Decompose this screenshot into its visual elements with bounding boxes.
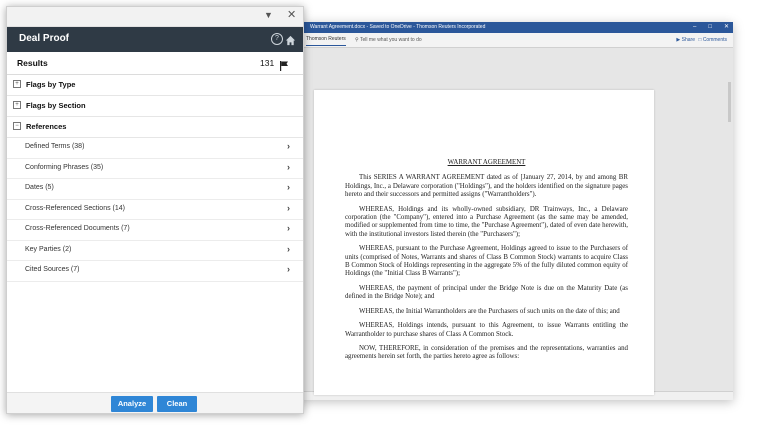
section-label: References xyxy=(26,122,67,131)
list-item-dates[interactable] xyxy=(7,179,303,200)
list-item-label: Cross-Referenced Documents (7) xyxy=(25,225,130,232)
section-flags-by-type[interactable] xyxy=(7,75,303,96)
list-item-key-parties[interactable] xyxy=(7,241,303,262)
collapse-icon[interactable]: − xyxy=(13,122,21,130)
section-references[interactable] xyxy=(7,117,303,138)
doc-paragraph: WHEREAS, the Initial Warrantholders are the Purchasers of such units on the date of this; and xyxy=(359,307,620,315)
close-icon[interactable]: ✕ xyxy=(723,24,729,30)
section-flags-by-section[interactable] xyxy=(7,96,303,117)
chevron-right-icon: › xyxy=(287,141,290,151)
list-item-label: Key Parties (2) xyxy=(25,245,72,253)
doc-paragraph: This SERIES A WARRANT AGREEMENT dated as of [January 27, 2014, by and among BR Holdings, Inc., a Delaware corporation ("Holdings"), and the holders identified on the signature pages hereto and their successors and permitted assigns ("Warrantholders"). xyxy=(345,174,628,199)
document-page xyxy=(314,90,654,395)
minimize-icon[interactable]: – xyxy=(693,24,697,30)
chevron-right-icon: › xyxy=(287,264,290,274)
results-label: Results xyxy=(17,58,48,68)
deal-proof-panel xyxy=(6,6,304,414)
scrollbar[interactable] xyxy=(728,82,731,122)
home-icon[interactable] xyxy=(285,33,296,51)
doc-paragraph: WHEREAS, Holdings intends, pursuant to this Agreement, to issue Warrants entitling the Warrantholder to purchase shares of Class A Common Stock. xyxy=(345,322,628,338)
tab-thomson-reuters[interactable]: Thomson Reuters xyxy=(306,34,346,46)
chevron-right-icon: › xyxy=(287,182,290,192)
panel-title: Deal Proof xyxy=(19,33,70,44)
list-item-defined-terms[interactable] xyxy=(7,138,303,159)
chevron-right-icon: › xyxy=(287,243,290,254)
word-ribbon xyxy=(300,33,733,48)
doc-paragraph: WHEREAS, the payment of principal under the Bridge Note is due on the Maturity Date (as defined in the Bridge Note); and xyxy=(345,284,628,301)
clean-button[interactable]: Clean xyxy=(157,396,197,412)
chevron-down-icon[interactable]: ▼ xyxy=(264,10,273,20)
expand-icon[interactable]: + xyxy=(13,80,21,88)
doc-paragraph: NOW, THEREFORE, in consideration of the premises and the representations, warranties and agreements herein set forth, the parties hereto agree as follows: xyxy=(345,344,628,361)
list-item-label: Cross-Referenced Sections (14) xyxy=(25,204,125,212)
list-item-cross-referenced-documents[interactable] xyxy=(7,220,303,241)
list-item-label: Conforming Phrases (35) xyxy=(25,163,104,171)
help-icon[interactable]: ? xyxy=(271,33,283,45)
share-button[interactable]: ▶ Share xyxy=(676,37,695,43)
comments-button[interactable]: □ Comments xyxy=(698,37,727,43)
tell-me-box[interactable]: ⚲ Tell me what you want to do xyxy=(355,37,422,43)
chevron-right-icon: › xyxy=(287,161,290,172)
document-heading: WARRANT AGREEMENT xyxy=(447,159,526,166)
list-item-conforming-phrases[interactable] xyxy=(7,159,303,180)
doc-paragraph: WHEREAS, pursuant to the Purchase Agreement, Holdings agreed to issue to the Purchasers of units (comprised of Notes, Warrants and shares of Class B Common Stock) warrants to acquire Class B Common Stock of Holdings representing in the aggregate 5% of the fully diluted common equity of Holdings (the "Initial Class B Warrants"); xyxy=(345,245,628,278)
list-item-label: Cited Sources (7) xyxy=(25,266,80,273)
panel-header xyxy=(7,27,303,52)
chevron-right-icon: › xyxy=(287,223,290,233)
expand-icon[interactable]: + xyxy=(13,101,21,109)
section-label: Flags by Type xyxy=(26,80,76,89)
list-item-cited-sources[interactable] xyxy=(7,261,303,282)
list-item-label: Defined Terms (38) xyxy=(25,143,85,150)
word-title-bar xyxy=(300,22,733,33)
flag-icon xyxy=(279,58,289,76)
list-item-label: Dates (5) xyxy=(25,184,54,191)
word-title-text: Warrant Agreement.docx - Saved to OneDrive - Thomson Reuters Incorporated xyxy=(310,24,486,30)
panel-titlebar xyxy=(7,7,303,27)
list-item-cross-referenced-sections[interactable] xyxy=(7,200,303,221)
maximize-icon[interactable]: □ xyxy=(708,24,712,30)
section-label: Flags by Section xyxy=(26,101,86,110)
results-row xyxy=(7,52,303,75)
panel-footer xyxy=(7,392,303,413)
document-body xyxy=(345,159,628,368)
close-icon[interactable]: ✕ xyxy=(287,9,297,21)
doc-paragraph: WHEREAS, Holdings and its wholly-owned subsidiary, DR Trainways, Inc., a Delaware corporation (the "Company"), entered into a Purchase Agreement (as the same may be amended, modified or supplemented from time to time, the "Purchase Agreement"), dated of even date herewith, with the institutional investors listed therein (the "Purchasers"); xyxy=(345,205,628,238)
analyze-button[interactable]: Analyze xyxy=(111,396,153,412)
chevron-right-icon: › xyxy=(287,202,290,213)
results-count: 131 xyxy=(260,58,275,68)
